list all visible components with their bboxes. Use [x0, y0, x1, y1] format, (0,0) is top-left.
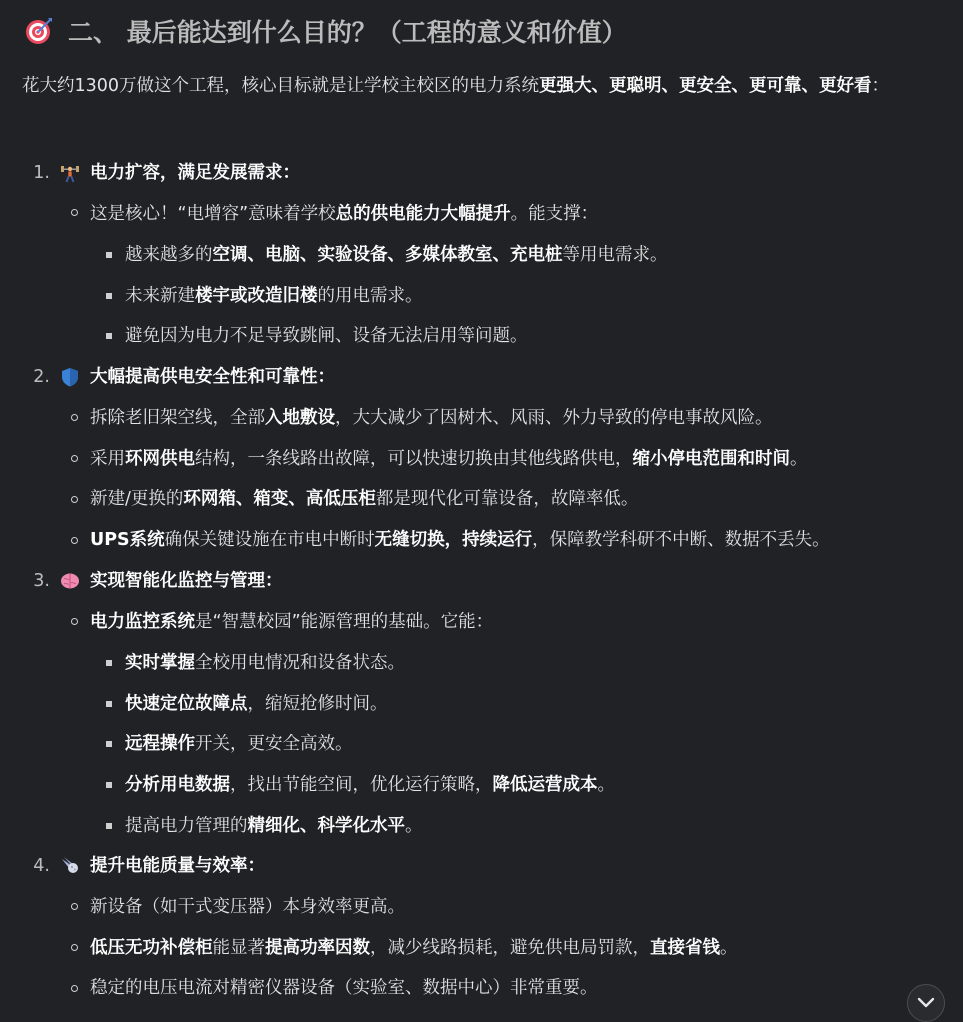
- scroll-down-button[interactable]: [907, 984, 945, 1022]
- list-item: 提高电力管理的 精细化、科学化水平 。: [125, 816, 423, 836]
- list-number: 3.: [33, 571, 50, 591]
- list-item: 远程操作 开关，更安全高效。: [125, 734, 353, 754]
- list-item-title: 电力扩容，满足发展需求：: [60, 161, 300, 185]
- shield-icon: [60, 367, 80, 387]
- brain-icon: [60, 571, 80, 591]
- bullet-square: [106, 701, 112, 707]
- bullet-square: [106, 333, 112, 339]
- list-item: 电力监控系统 是“智慧校园”能源管理的基础。它能：: [90, 612, 494, 632]
- list-item: 新建/更换的 环网箱、箱变、高低压柜 都是现代化可靠设备，故障率低。: [90, 489, 639, 509]
- list-item: 实时掌握 全校用电情况和设备状态。: [125, 653, 405, 673]
- target-icon: [24, 16, 54, 46]
- list-item: 采用 环网供电 结构，一条线路出故障，可以快速切换由其他线路供电， 缩小停电范围和时间 。: [90, 449, 808, 469]
- list-number: 1.: [33, 163, 50, 183]
- bullet-circle: [71, 537, 78, 544]
- bullet-square: [106, 782, 112, 788]
- section-heading: [24, 10, 627, 52]
- list-item: UPS系统 确保关键设施在市电中断时 无缝切换，持续运行 ，保障教学科研不中断、数据不丢失。: [90, 530, 830, 550]
- bullet-circle: [71, 903, 78, 910]
- comet-icon: [60, 856, 80, 876]
- list-item: 越来越多的 空调、电脑、实验设备、多媒体教室、充电桩 等用电需求。: [125, 245, 668, 265]
- list-number: 4.: [33, 856, 50, 876]
- bullet-square: [106, 252, 112, 258]
- bullet-square: [106, 741, 112, 747]
- bullet-square: [106, 293, 112, 299]
- list-number: 2.: [33, 367, 50, 387]
- intro-paragraph: 花大约1300万做这个工程，核心目标就是让学校主校区的电力系统更强大、更聪明、更安全、更可靠、更好看：: [22, 76, 890, 96]
- list-item: 快速定位故障点 ，缩短抢修时间。: [125, 694, 388, 714]
- bullet-circle: [71, 496, 78, 503]
- list-item: 新设备（如干式变压器）本身效率更高。: [90, 897, 405, 917]
- list-item: 未来新建 楼宇或改造旧楼 的用电需求。: [125, 286, 423, 306]
- bullet-circle: [71, 209, 78, 216]
- list-item: 这是核心！“电增容”意味着学校 总的供电能力大幅提升 。能支撑：: [90, 204, 599, 224]
- list-item: 拆除老旧架空线，全部 入地敷设 ，大大减少了因树木、风雨、外力导致的停电事故风险。: [90, 408, 773, 428]
- list-item-title: 提升电能质量与效率：: [60, 854, 265, 878]
- bullet-circle: [71, 985, 78, 992]
- section-title: 二、 最后能达到什么目的？（工程的意义和价值）: [68, 18, 627, 47]
- bullet-square: [106, 823, 112, 829]
- list-item-title: 实现智能化监控与管理：: [60, 569, 283, 593]
- bullet-circle: [71, 618, 78, 625]
- bullet-square: [106, 660, 112, 666]
- weightlifter-icon: [60, 163, 80, 183]
- bullet-circle: [71, 944, 78, 951]
- list-item: 避免因为电力不足导致跳闸、设备无法启用等问题。: [125, 326, 528, 346]
- list-item: 稳定的电压电流对精密仪器设备（实验室、数据中心）非常重要。: [90, 978, 598, 998]
- list-item-title: 大幅提高供电安全性和可靠性：: [60, 365, 335, 389]
- bullet-circle: [71, 414, 78, 421]
- list-item: 分析用电数据 ，找出节能空间，优化运行策略， 降低运营成本 。: [125, 775, 615, 795]
- list-item: 低压无功补偿柜 能显著 提高功率因数 ，减少线路损耗，避免供电局罚款， 直接省钱 。: [90, 938, 738, 958]
- bullet-circle: [71, 455, 78, 462]
- chevron-down-icon: [917, 997, 935, 1009]
